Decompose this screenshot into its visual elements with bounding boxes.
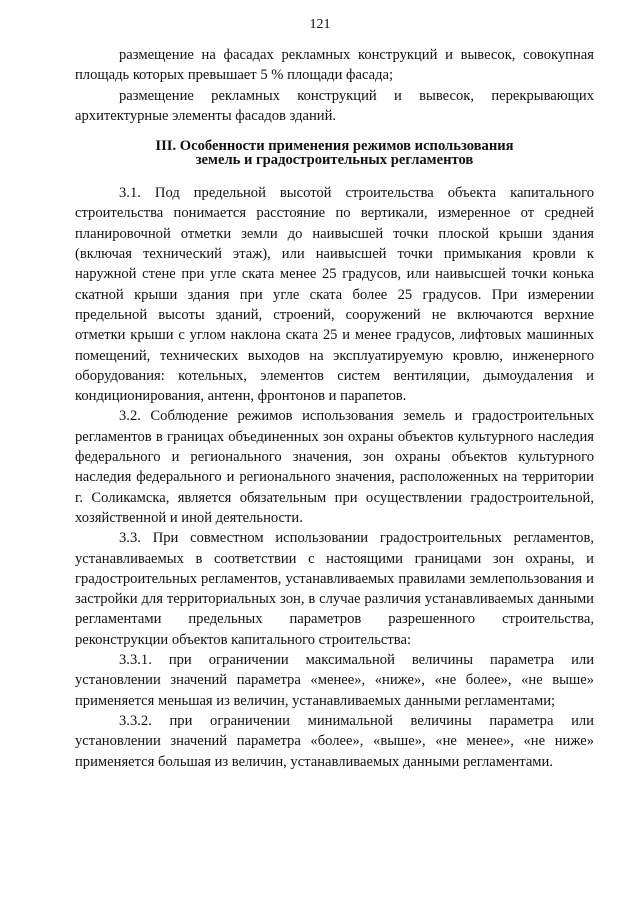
paragraph-3-2: 3.2. Соблюдение режимов использования земель и градостроительных регламентов в границах объединенных зон охраны объектов культурного наследия федерального и регионального значения, зон охраны объектов культурного наследия федерального и регионального значения, расположенных на территории г. Соликамска, является обязательным при осуществлении градостроительной, хозяйственной и иной деятельности. bbox=[75, 408, 594, 526]
paragraph-3-3-1: 3.3.1. при ограничении максимальной величины параметра или установлении значений параметра «менее», «ниже», «не более», «не выше» применяется меньшая из величин, устанавливаемых данными регламентами; bbox=[75, 652, 594, 709]
paragraph-3-3: 3.3. При совместном использовании градостроительных регламентов, устанавливаемых в соответствии с настоящими границами зон охраны, и градостроительных регламентов, устанавливаемых правилами землепользования и застройки для территориальных зон, в случае различия устанавливаемых данными регламентами предельных параметров разрешенного строительства, реконструкции объектов капитального строительства: bbox=[75, 530, 594, 648]
paragraph-facade-size: размещение на фасадах рекламных конструкций и вывесок, совокупная площадь которых превышает 5 % площади фасада; bbox=[75, 47, 594, 84]
paragraph-3-3-2: 3.3.2. при ограничении минимальной величины параметра или установлении значений параметра «более», «выше», «не менее», «не ниже» применяется большая из величин, устанавливаемых данными регламентами. bbox=[75, 712, 594, 770]
paragraph-3-1: 3.1. Под предельной высотой строительства объекта капитального строительства понимается расстояние по вертикали, измеренное от средней планировочной отметки земли до наивысшей точки плоской крыши здания (включая технический этаж), или наивысшей точки примыкания кровли к наружной стене при угле ската менее 25 градусов, или наивысшей точки конька скатной крыши здания при угле ската более 25 градусов. При измерении предельной высоты зданий, строений, сооружений не включаются верхние отметки крыши с углом наклона ската 25 и менее градусов, лифтовых машинных помещений, технических выходов на эксплуатируемую кровлю, инженерного оборудования: котельных, элементов систем вентиляции, дымоудаления и кондиционирования, антенн, фронтонов и парапетов. bbox=[75, 185, 594, 405]
section-heading bbox=[75, 139, 594, 167]
paragraph-facade-elements: размещение рекламных конструкций и вывесок, перекрывающих архитектурные элементы фасадов зданий. bbox=[75, 87, 594, 124]
section-heading-line-2: земель и градостроительных регламентов bbox=[195, 152, 474, 169]
section-heading-line-1: III. Особенности применения режимов использования bbox=[155, 138, 514, 155]
document-body bbox=[75, 45, 594, 772]
page-number: 121 bbox=[309, 17, 331, 32]
